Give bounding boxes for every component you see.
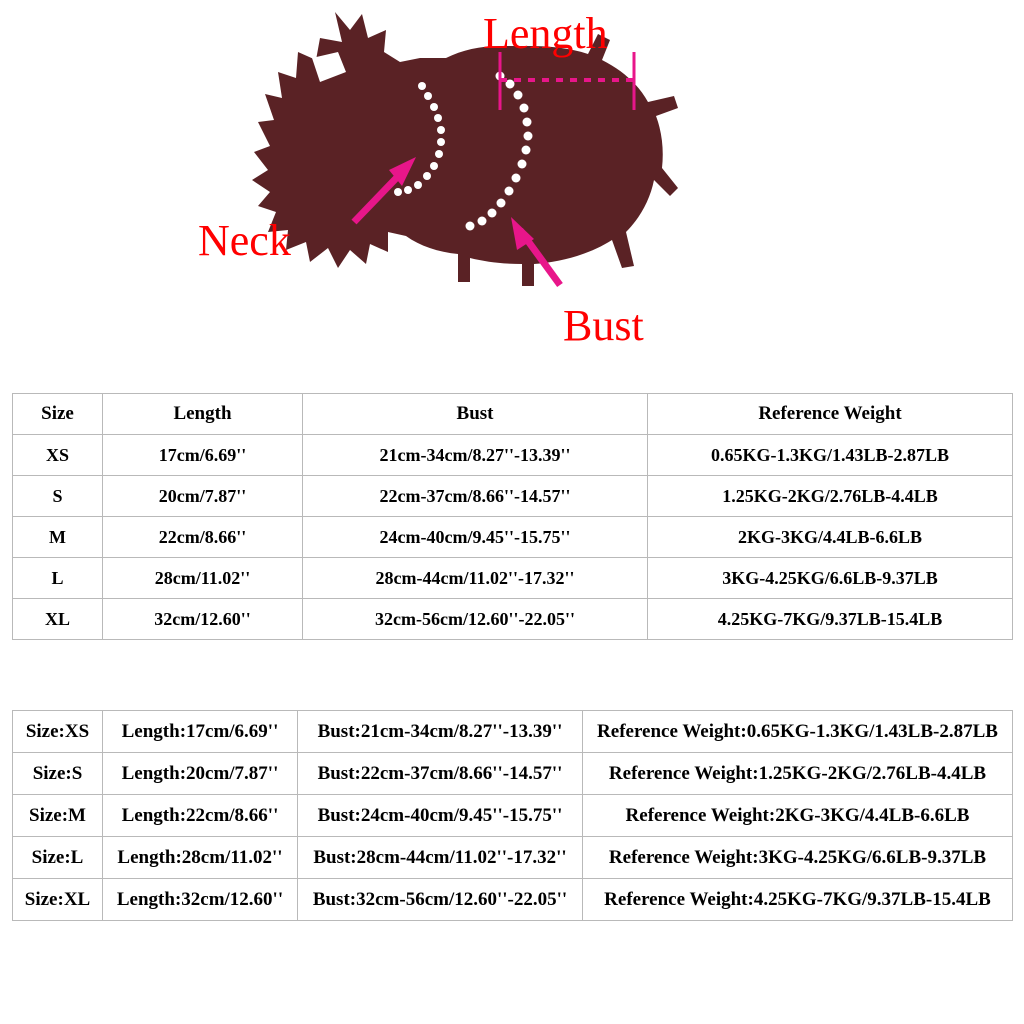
- cell-length: Length:32cm/12.60'': [103, 879, 298, 921]
- table-header-row: [13, 394, 1013, 435]
- cell-size: M: [13, 517, 103, 558]
- cell-length: 28cm/11.02'': [103, 558, 303, 599]
- dog-silhouette-icon: [170, 0, 770, 340]
- cell-bust: 24cm-40cm/9.45''-15.75'': [303, 517, 648, 558]
- cell-bust: Bust:28cm-44cm/11.02''-17.32'': [298, 837, 583, 879]
- header-size: Size: [13, 394, 103, 435]
- cell-weight: Reference Weight:2KG-3KG/4.4LB-6.6LB: [583, 795, 1013, 837]
- cell-size: Size:M: [13, 795, 103, 837]
- cell-weight: 4.25KG-7KG/9.37LB-15.4LB: [648, 599, 1013, 640]
- cell-weight: 1.25KG-2KG/2.76LB-4.4LB: [648, 476, 1013, 517]
- list-item: [13, 753, 1013, 795]
- measurement-illustration: [0, 0, 1024, 375]
- cell-length: Length:17cm/6.69'': [103, 711, 298, 753]
- cell-length: Length:22cm/8.66'': [103, 795, 298, 837]
- cell-size: Size:XS: [13, 711, 103, 753]
- cell-size: L: [13, 558, 103, 599]
- cell-length: 32cm/12.60'': [103, 599, 303, 640]
- cell-bust: 21cm-34cm/8.27''-13.39'': [303, 435, 648, 476]
- header-reference-weight: Reference Weight: [648, 394, 1013, 435]
- cell-bust: Bust:24cm-40cm/9.45''-15.75'': [298, 795, 583, 837]
- cell-length: Length:20cm/7.87'': [103, 753, 298, 795]
- list-item: [13, 711, 1013, 753]
- cell-weight: Reference Weight:4.25KG-7KG/9.37LB-15.4LB: [583, 879, 1013, 921]
- cell-length: 22cm/8.66'': [103, 517, 303, 558]
- cell-length: Length:28cm/11.02'': [103, 837, 298, 879]
- cell-length: 20cm/7.87'': [103, 476, 303, 517]
- cell-bust: Bust:32cm-56cm/12.60''-22.05'': [298, 879, 583, 921]
- cell-size: Size:XL: [13, 879, 103, 921]
- table-row: [13, 517, 1013, 558]
- table-row: [13, 558, 1013, 599]
- cell-bust: 22cm-37cm/8.66''-14.57'': [303, 476, 648, 517]
- cell-size: Size:S: [13, 753, 103, 795]
- size-list-table: [12, 710, 1013, 921]
- table-spacer: [12, 640, 1012, 710]
- cell-bust: Bust:22cm-37cm/8.66''-14.57'': [298, 753, 583, 795]
- cell-size: XS: [13, 435, 103, 476]
- cell-weight: 0.65KG-1.3KG/1.43LB-2.87LB: [648, 435, 1013, 476]
- table-row: [13, 476, 1013, 517]
- label-length: Length: [483, 9, 608, 58]
- cell-size: Size:L: [13, 837, 103, 879]
- cell-weight: Reference Weight:1.25KG-2KG/2.76LB-4.4LB: [583, 753, 1013, 795]
- size-chart-table: [12, 393, 1013, 640]
- cell-weight: Reference Weight:3KG-4.25KG/6.6LB-9.37LB: [583, 837, 1013, 879]
- cell-weight: Reference Weight:0.65KG-1.3KG/1.43LB-2.87LB: [583, 711, 1013, 753]
- cell-weight: 3KG-4.25KG/6.6LB-9.37LB: [648, 558, 1013, 599]
- list-item: [13, 795, 1013, 837]
- cell-bust: Bust:21cm-34cm/8.27''-13.39'': [298, 711, 583, 753]
- header-bust: Bust: [303, 394, 648, 435]
- header-length: Length: [103, 394, 303, 435]
- cell-length: 17cm/6.69'': [103, 435, 303, 476]
- list-item: [13, 879, 1013, 921]
- label-bust: Bust: [563, 301, 644, 350]
- table-row: [13, 435, 1013, 476]
- cell-size: XL: [13, 599, 103, 640]
- cell-bust: 28cm-44cm/11.02''-17.32'': [303, 558, 648, 599]
- label-neck: Neck: [198, 216, 291, 265]
- cell-bust: 32cm-56cm/12.60''-22.05'': [303, 599, 648, 640]
- cell-weight: 2KG-3KG/4.4LB-6.6LB: [648, 517, 1013, 558]
- list-item: [13, 837, 1013, 879]
- cell-size: S: [13, 476, 103, 517]
- table-row: [13, 599, 1013, 640]
